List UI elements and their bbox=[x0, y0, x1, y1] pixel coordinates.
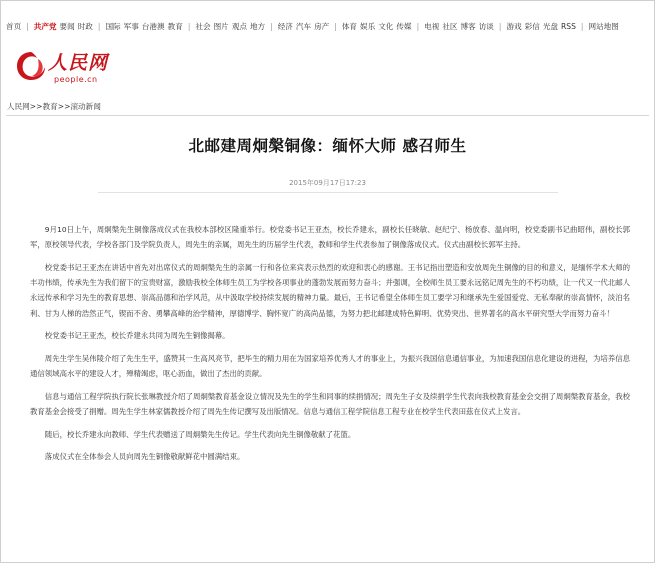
nav-item[interactable]: 网站地图 bbox=[588, 22, 619, 31]
nav-item[interactable]: RSS bbox=[561, 22, 576, 31]
nav-item[interactable]: 教育 bbox=[167, 22, 183, 31]
nav-item[interactable]: 军事 bbox=[123, 22, 139, 31]
title-divider bbox=[98, 192, 558, 193]
nav-separator: | bbox=[270, 22, 273, 31]
nav-item[interactable]: 要闻 bbox=[59, 22, 75, 31]
nav-separator: | bbox=[26, 22, 29, 31]
nav-item[interactable]: 娱乐 bbox=[360, 22, 376, 31]
nav-item[interactable]: 光盘 bbox=[542, 22, 558, 31]
logo-text-cn: 人民网 bbox=[48, 52, 109, 74]
article-paragraph: 9月10日上午，周炯槃先生铜像落成仪式在我校本部校区隆重举行。校党委书记王亚杰，校长乔建永，副校长任晓敏、赵纪宁、杨放春、温向明，校党委副书记曲昭伟，副校长郭军，原校领导代表，学校各部门及学院负责人，周先生的亲属，周先生的历届学生代表，教师和学生代表参加了铜像落成仪式。仪式由副校长郭军主持。 bbox=[30, 225, 630, 250]
nav-item[interactable]: 游戏 bbox=[506, 22, 522, 31]
nav-item[interactable]: 博客 bbox=[460, 22, 476, 31]
breadcrumb-section-link[interactable]: 教育 bbox=[42, 102, 58, 111]
nav-item[interactable]: 地方 bbox=[249, 22, 266, 31]
article-paragraph: 周先生学生吴伟陵介绍了先生生平，盛赞其一生高风亮节，把毕生的精力用在为国家培养优秀人才的事业上，为振兴我国信息通信事业，为加速我国信息化建设的进程，为培养信息通信领域高水平的建设人才，殚精竭虑，呕心沥血，做出了杰出的贡献。 bbox=[30, 353, 630, 379]
nav-item[interactable]: 彩信 bbox=[524, 22, 540, 31]
nav-item[interactable]: 访谈 bbox=[478, 22, 494, 31]
article-body bbox=[30, 222, 630, 472]
nav-item[interactable]: 文化 bbox=[378, 22, 394, 31]
nav-separator: | bbox=[580, 22, 584, 31]
nav-item[interactable]: 房产 bbox=[314, 22, 330, 31]
breadcrumb bbox=[7, 101, 101, 112]
breadcrumb-separator: >> bbox=[57, 102, 71, 111]
nav-item[interactable]: 经济 bbox=[277, 22, 293, 31]
article-paragraph: 校党委书记王亚杰，校长乔建永共同为周先生铜像揭幕。 bbox=[44, 331, 230, 341]
nav-separator: | bbox=[187, 22, 191, 31]
nav-item[interactable]: 社区 bbox=[442, 22, 458, 31]
article-paragraph: 校党委书记王亚杰在讲话中首先对出席仪式的周炯槃先生的亲属一行和各位来宾表示热烈的欢迎和衷心的感谢。王书记指出塑造和安放周先生铜像的目的和意义，是缅怀学术大师的丰功伟绩，传承先生为我们留下的宝贵财富，激励我校全体师生员工为学校各项事业的蓬勃发展而努力奋斗；并强调，全校师生员工要永远铭记周先生的不朽功绩，让一代又一代北邮人永远传承和学习先生的教育思想、崇高品德和治学风范，从中汲取学校持续发展的精神力量。最后，王书记希望全体师生员工要学习和继承先生爱国爱党、无私奉献的崇高情怀，淡泊名利、甘为人梯的浩然正气，锲而不舍、勇攀高峰的治学精神，厚德博学、胸怀宽广的高尚品德，为努力把北邮建成特色鲜明、优势突出、世界著名的高水平研究型大学而努力奋斗！ bbox=[30, 262, 630, 318]
nav-separator: | bbox=[334, 22, 337, 31]
nav-item[interactable]: 体育 bbox=[341, 22, 357, 31]
article-paragraph: 信息与通信工程学院执行院长张琳教授介绍了周炯槃教育基金设立情况及先生的学生和同事的续捐情况；周先生子女及续捐学生代表向我校教育基金会交捐了周炯槃教育基金，我校教育基金会接受了捐赠。周先生学生林家儒教授介绍了周先生传记撰写及出版情况。信息与通信工程学院信息工程专业在校学生代表田茲在仪式上发言。 bbox=[30, 391, 630, 417]
breadcrumb-sub-link[interactable]: 滚动新闻 bbox=[70, 102, 101, 111]
nav-separator: | bbox=[498, 22, 502, 31]
nav-separator: | bbox=[416, 22, 420, 31]
nav-item[interactable]: 汽车 bbox=[295, 22, 312, 31]
logo-text-en: people.cn bbox=[54, 75, 98, 84]
people-daily-logo[interactable] bbox=[14, 47, 124, 89]
header-divider bbox=[6, 115, 649, 116]
top-navigation bbox=[6, 20, 651, 34]
nav-item[interactable]: 社会 bbox=[195, 22, 211, 31]
nav-item[interactable]: 首页 bbox=[6, 22, 22, 31]
article-paragraph: 随后，校长乔建永向教师、学生代表赠送了周炯槃先生传记。学生代表向先生铜像敬献了花篮。 bbox=[44, 429, 356, 439]
nav-item[interactable]: 台港澳 bbox=[141, 22, 165, 31]
breadcrumb-home-link[interactable]: 人民网 bbox=[7, 102, 30, 111]
breadcrumb-separator: >> bbox=[29, 102, 43, 111]
article-date: 2015年09月17日17:23 bbox=[289, 179, 366, 187]
nav-item[interactable]: 共产党 bbox=[33, 22, 57, 31]
nav-item[interactable]: 国际 bbox=[105, 22, 121, 31]
nav-item[interactable]: 图片 bbox=[213, 22, 229, 31]
nav-item[interactable]: 观点 bbox=[231, 22, 247, 31]
logo-emblem-icon bbox=[14, 49, 48, 83]
nav-item[interactable]: 时政 bbox=[77, 22, 93, 31]
nav-separator: | bbox=[97, 22, 101, 31]
nav-item[interactable]: 传媒 bbox=[396, 22, 412, 31]
nav-item[interactable]: 电视 bbox=[424, 22, 440, 31]
article-paragraph: 落成仪式在全体参会人员向周先生铜像敬献鲜花中圆满结束。 bbox=[44, 452, 245, 462]
article-title: 北邮建周炯槃铜像：缅怀大师 感召师生 bbox=[188, 136, 467, 155]
